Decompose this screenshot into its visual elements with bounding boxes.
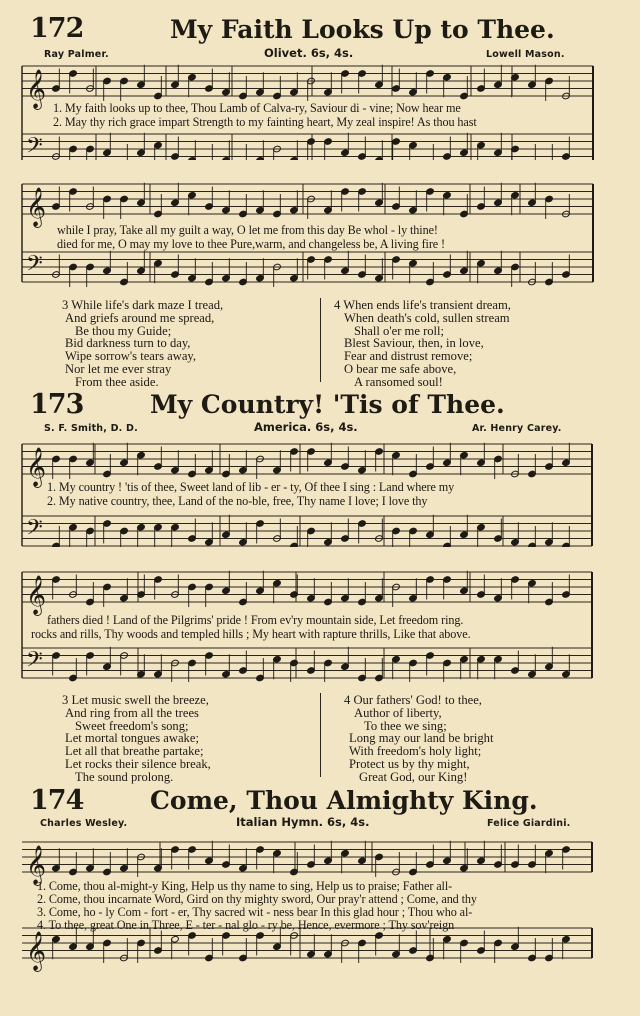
hymn-number: 172 [30,13,84,44]
verse-line: Protect us by thy might, [349,756,470,771]
lyric-line: 1. My country ! 'tis of thee, Sweet land of lib - er - ty, Of thee I sing : Land where my [47,480,455,494]
verse-line: Sweet freedom's song; [75,718,189,733]
bass-clef: 𝄢 [26,647,43,678]
verse-line: 3 While life's dark maze I tread, [62,298,224,312]
hymn-author: Ray Palmer. [44,49,109,60]
hymn-author: S. F. Smith, D. D. [44,423,138,434]
hymn-author: Charles Wesley. [40,818,128,829]
verse-line: To thee we sing; [364,718,447,733]
verse-line: With freedom's holy light; [349,744,482,759]
column-divider [320,693,321,777]
lyric-line: 1. My faith looks up to thee, Thou Lamb of Calva-ry, Saviour di - vine; Now hear me [53,101,461,115]
hymn-title: My Faith Looks Up to Thee. [170,15,555,44]
treble-clef: 𝄞 [26,845,47,885]
hymn-composer: Lowell Mason. [486,49,565,60]
verse-line: And griefs around me spread, [65,310,215,325]
verse-line: Author of liberty, [354,705,442,720]
verse-line: When death's cold, sullen stream [344,310,510,325]
verse-line: 4 When ends life's transient dream, [334,298,511,312]
treble-clef: 𝄞 [26,575,47,615]
bass-clef: 𝄢 [26,515,43,546]
verse-column-left [62,694,211,784]
verse-line: Let mortal tongues awake; [65,731,199,746]
verse-line: Fear and distrust remove; [344,349,473,364]
tune-name: Olivet. 6s, 4s. [264,46,354,60]
verse-column-left [62,299,223,389]
lyric-line: 2. My native country, thee, Land of the no-ble, free, Thy name I love; I love thy [47,494,428,508]
verse-line: Shall o'er me roll; [354,323,445,338]
verse-line: 4 Our fathers' God! to thee, [344,693,482,707]
lyric-line: 3. Come, ho - ly Com - fort - er, Thy sacred wit - ness bear In this glad hour ; Thou who al- [37,905,473,919]
tune-name: Italian Hymn. 6s, 4s. [236,815,370,829]
treble-clef: 𝄞 [26,447,47,487]
hymn-number: 173 [30,389,84,420]
treble-clef: 𝄞 [26,69,47,109]
bass-clef: 𝄢 [26,251,43,282]
lyric-line: fathers died ! Land of the Pilgrims' pride ! From ev'ry mountain side, Let freedom ring. [47,613,464,627]
verse-line: Nor let me ever stray [65,361,172,376]
verse-line: Let all that breathe partake; [65,744,204,759]
music-staff [0,926,640,1016]
verse-column-right [344,694,493,784]
hymn-title: My Country! 'Tis of Thee. [150,390,505,419]
verse-line: The sound prolong. [75,769,174,784]
lyric-line: 2. May thy rich grace impart Strength to my fainting heart, My zeal inspire! As thou hast [53,115,477,129]
verse-line: Let rocks their silence break, [65,756,211,771]
lyric-line: 1. Come, thou al-might-y King, Help us thy name to sing, Help us to praise; Father all- [37,879,453,893]
bass-clef: 𝄢 [26,133,43,160]
verse-line: 3 Let music swell the breeze, [62,693,209,707]
lyric-line: 4. To thee, great One in Three, E - ter - nal glo - ry be, Hence, evermore ; Thy sov'reign [37,918,455,932]
lyric-line: while I pray, Take all my guilt a way, O let me from this day Be whol - ly thine! [57,223,438,237]
hymn-number: 174 [30,785,84,816]
verse-line: And ring from all the trees [65,705,199,720]
hymn-composer: Felice Giardini. [487,818,571,829]
verse-line: Wipe sorrow's tears away, [65,349,197,364]
verse-line: Long may our land be bright [349,731,494,746]
verse-line: Bid darkness turn to day, [65,336,191,351]
verse-line: Blest Saviour, then, in love, [344,336,484,351]
verse-line: Be thou my Guide; [75,323,172,338]
lyric-line: rocks and rills, Thy woods and templed hills ; My heart with rapture thrills, Like that above. [31,627,471,641]
treble-clef: 𝄞 [26,931,47,971]
verse-line: A ransomed soul! [354,374,443,389]
verse-column-right [334,299,511,389]
column-divider [320,298,321,382]
hymn-title: Come, Thou Almighty King. [150,786,538,815]
verse-line: Great God, our King! [359,769,468,784]
lyric-line: died for me, O may my love to thee Pure,warm, and changeless be, A living fire ! [57,237,445,251]
lyric-line: 2. Come, thou incarnate Word, Gird on thy mighty sword, Our pray'r attend ; Come, and thy [37,892,477,906]
verse-line: From thee aside. [75,374,159,389]
tune-name: America. 6s, 4s. [254,420,358,434]
treble-clef: 𝄞 [26,187,47,227]
hymn-composer: Ar. Henry Carey. [472,423,562,434]
verse-line: O bear me safe above, [344,361,457,376]
